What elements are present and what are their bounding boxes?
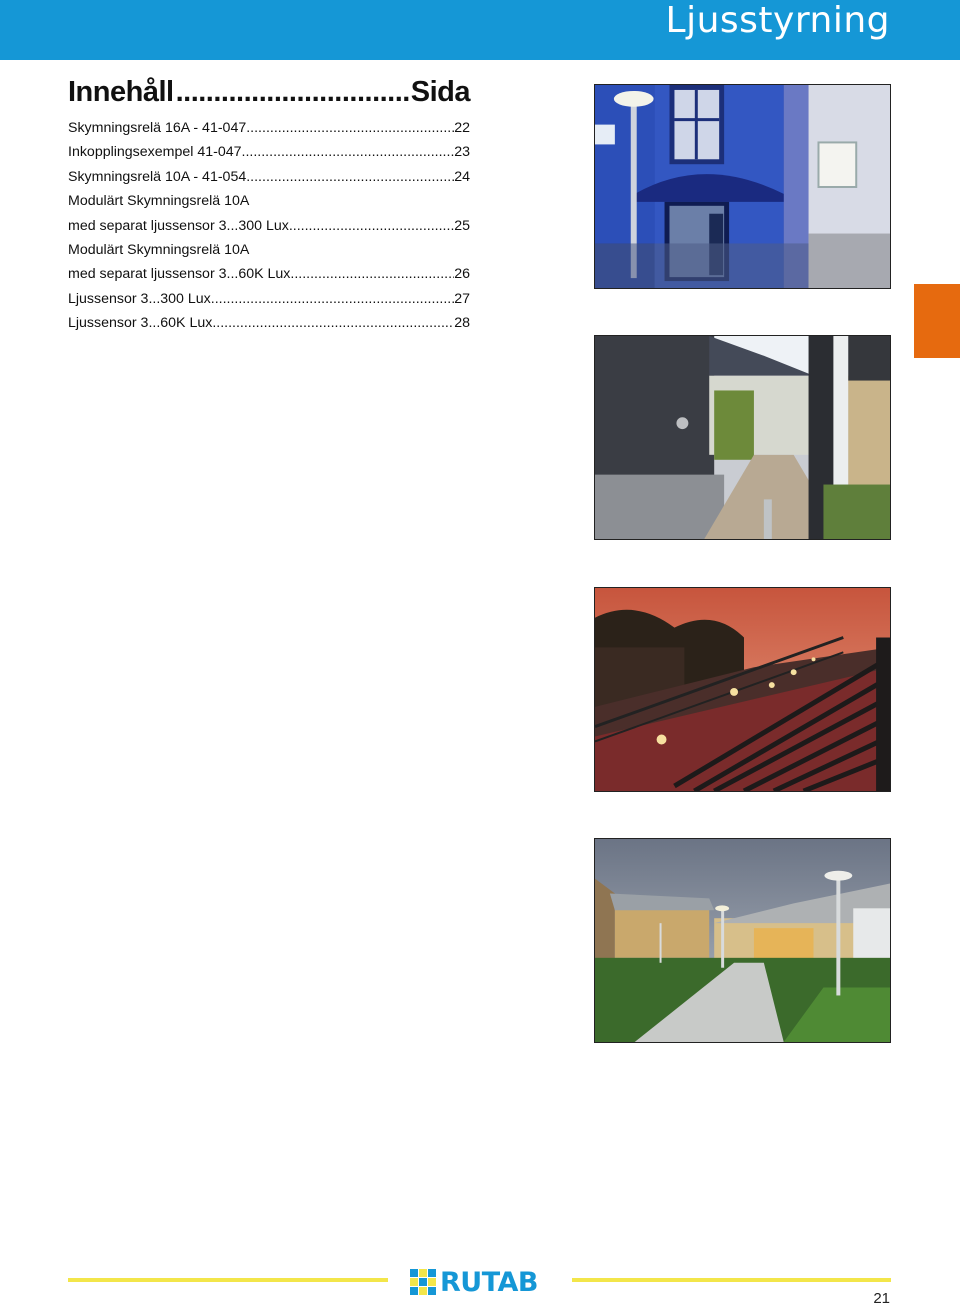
photo-brick-walkway (594, 335, 891, 540)
toc-entry-label: med separat ljussensor 3...300 Lux (68, 217, 289, 234)
toc-entry[interactable] (68, 311, 470, 335)
toc-entry-label: Modulärt Skymningsrelä 10A (68, 241, 250, 258)
table-of-contents (68, 76, 470, 336)
toc-entry-label: Skymningsrelä 10A - 41-054 (68, 168, 247, 185)
toc-entry (68, 238, 470, 262)
toc-entry-page: 23 (454, 144, 470, 161)
toc-entry[interactable] (68, 262, 470, 286)
page-header (0, 0, 960, 60)
rutab-logo-mark (410, 1269, 436, 1295)
toc-entry[interactable] (68, 287, 470, 311)
toc-entry-label: Inkopplingsexempel 41-047 (68, 144, 242, 161)
toc-entry-page: 25 (454, 217, 470, 234)
toc-entry-page: 24 (454, 168, 470, 185)
toc-entry-page: 27 (454, 290, 470, 307)
photo-stairs-dusk (594, 587, 891, 792)
rutab-logo-text: RUTAB (440, 1266, 539, 1298)
toc-entry (68, 189, 470, 213)
photo-courtyard-lamps (594, 838, 891, 1043)
toc-entry[interactable] (68, 140, 470, 164)
toc-entry-label: Ljussensor 3...60K Lux (68, 315, 213, 332)
section-tab-marker (914, 284, 960, 358)
toc-heading-title: Innehåll (68, 76, 174, 108)
footer-rule-left (68, 1278, 388, 1282)
footer-rule-right (572, 1278, 891, 1282)
toc-entry-label: Modulärt Skymningsrelä 10A (68, 193, 250, 210)
toc-entry-page: 22 (454, 120, 470, 136)
toc-heading (68, 76, 470, 116)
page-number: 21 (873, 1290, 890, 1307)
photo-building-entrance (594, 84, 891, 289)
toc-heading-page-label: Sida (410, 76, 470, 108)
toc-entry-label: med separat ljussensor 3...60K Lux (68, 266, 291, 283)
toc-entry-label: Ljussensor 3...300 Lux (68, 290, 211, 307)
toc-entry-label: Skymningsrelä 16A - 41-047 (68, 120, 247, 136)
toc-entry[interactable] (68, 116, 470, 140)
toc-entry-page: 28 (454, 315, 470, 332)
toc-entry[interactable] (68, 165, 470, 189)
toc-entry[interactable] (68, 214, 470, 238)
toc-entry-page: 26 (454, 266, 470, 283)
section-title: Ljusstyrning (665, 0, 890, 41)
rutab-logo (410, 1268, 538, 1296)
